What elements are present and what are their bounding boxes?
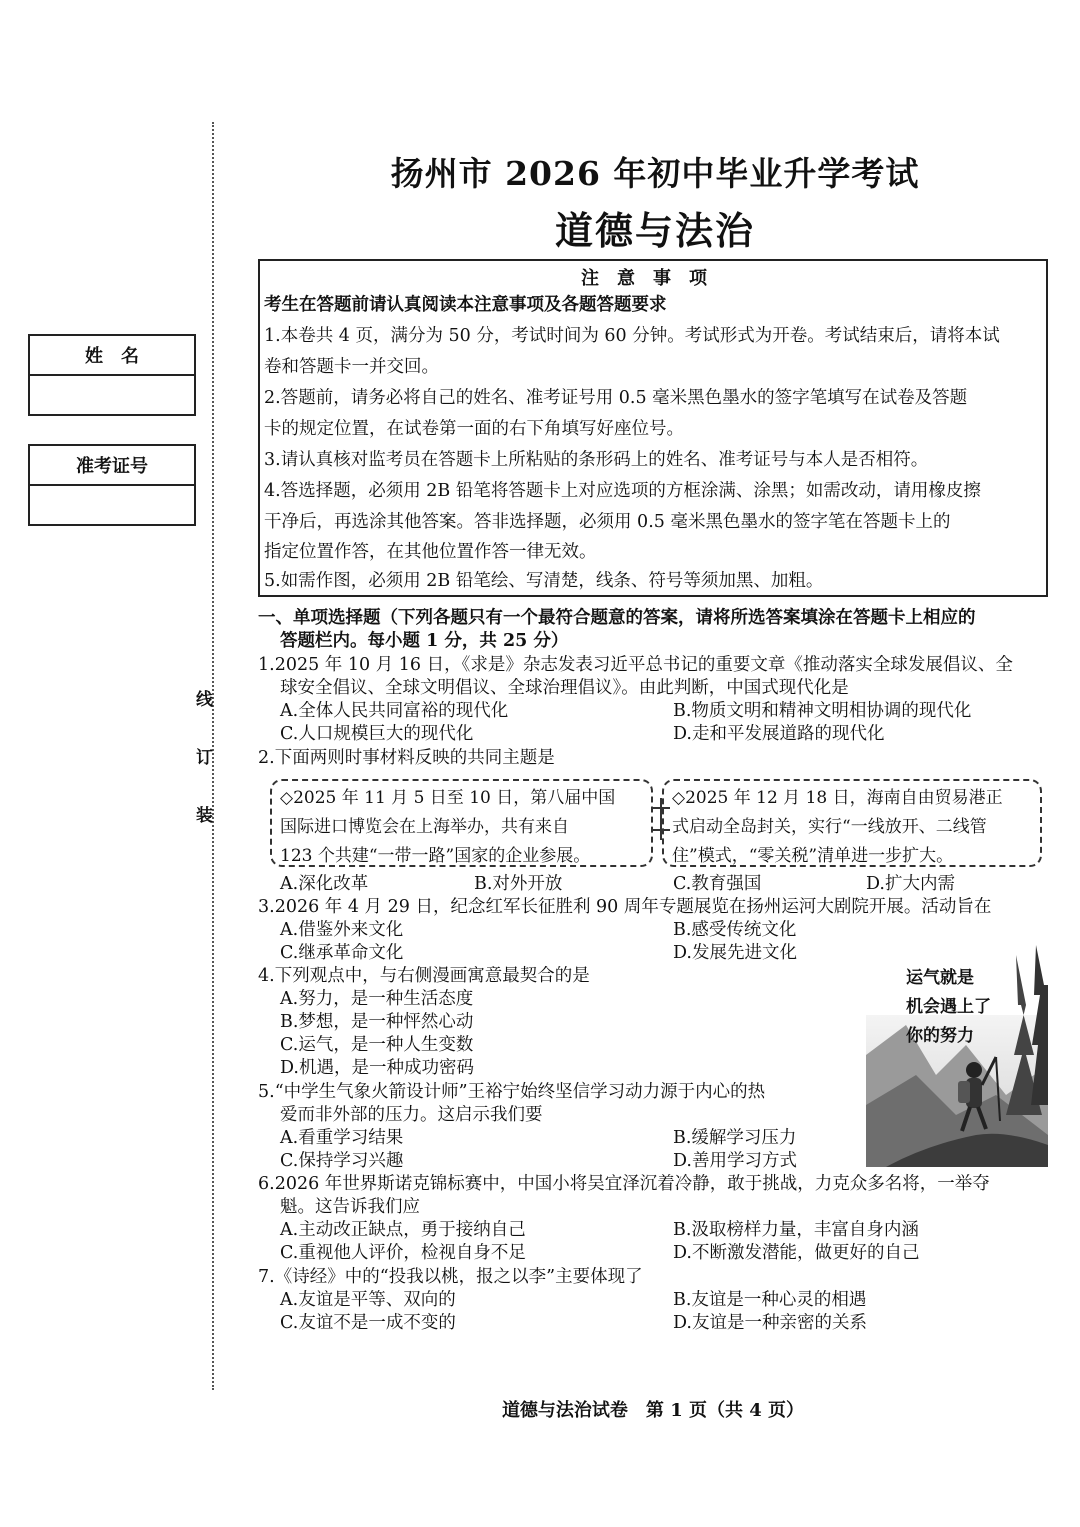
cartoon-caption-line: 运气就是	[906, 968, 974, 988]
question-4-stem: 4.下列观点中，与右侧漫画寓意最契合的是	[258, 966, 590, 986]
question-7-option-d[interactable]: D.友谊是一种亲密的关系	[673, 1313, 867, 1333]
subject-title: 道德与法治	[554, 208, 755, 253]
question-2-option-d[interactable]: D.扩大内需	[866, 874, 955, 894]
notice-line: 干净后，再选涂其他答案。答非选择题，必须用 0.5 毫米黑色墨水的签字笔在答题卡上的	[264, 512, 951, 532]
name-field[interactable]	[30, 376, 194, 414]
question-2-option-a[interactable]: A.深化改革	[280, 874, 369, 894]
material-left-line: 123 个共建“一带一路”国家的企业参展。	[280, 846, 591, 866]
question-6-stem-cont: 魁。这告诉我们应	[280, 1197, 420, 1217]
notice-line: 卷和答题卡一并交回。	[264, 357, 439, 377]
material-right-line: 式启动全岛封关，实行“一线放开、二线管	[672, 817, 987, 837]
exam-title: 扬州市 2026 年初中毕业升学考试	[390, 154, 920, 193]
question-4-option-c[interactable]: C.运气，是一种人生变数	[280, 1035, 474, 1055]
notice-line: 4.答选择题，必须用 2B 铅笔将答题卡上对应选项的方框涂满、涂黑；如需改动，请用橡皮擦	[264, 481, 981, 501]
notice-line: 卡的规定位置，在试卷第一面的右下角填写好座位号。	[264, 419, 684, 439]
question-7-option-c[interactable]: C.友谊不是一成不变的	[280, 1313, 456, 1333]
notice-intro: 考生在答题前请认真阅读本注意事项及各题答题要求	[264, 295, 667, 315]
question-1-option-a[interactable]: A.全体人民共同富裕的现代化	[280, 701, 509, 721]
question-5-option-c[interactable]: C.保持学习兴趣	[280, 1151, 404, 1171]
question-5-option-b[interactable]: B.缓解学习压力	[673, 1128, 797, 1148]
question-6-option-d[interactable]: D.不断激发潜能，做更好的自己	[673, 1243, 920, 1263]
material-box-left	[270, 779, 653, 867]
material-left-line: ◇2025 年 11 月 5 日至 10 日，第八届中国	[280, 788, 616, 808]
question-6-option-b[interactable]: B.汲取榜样力量，丰富自身内涵	[673, 1220, 919, 1240]
question-6-option-a[interactable]: A.主动改正缺点，勇于接纳自己	[280, 1220, 526, 1240]
notice-heading: 注意事项	[581, 268, 725, 289]
cartoon	[866, 945, 1048, 1167]
question-1-option-c[interactable]: C.人口规模巨大的现代化	[280, 724, 474, 744]
question-5-option-a[interactable]: A.看重学习结果	[280, 1128, 404, 1148]
exam-id-label: 准考证号	[30, 446, 194, 486]
question-6-option-c[interactable]: C.重视他人评价，检视自身不足	[280, 1243, 526, 1263]
notice-box	[258, 259, 1048, 597]
question-3-option-a[interactable]: A.借鉴外来文化	[280, 920, 404, 940]
question-1-stem: 1.2025 年 10 月 16 日，《求是》杂志发表习近平总书记的重要文章《推动落实全球发展倡议、全	[258, 655, 1013, 675]
notice-line: 2.答题前，请务必将自己的姓名、准考证号用 0.5 毫米黑色墨水的签字笔填写在试卷及答题	[264, 388, 968, 408]
notice-line: 3.请认真核对监考员在答题卡上所粘贴的条形码上的姓名、准考证号与本人是否相符。	[264, 450, 929, 470]
question-7-option-a[interactable]: A.友谊是平等、双向的	[280, 1290, 456, 1310]
question-7-stem: 7.《诗经》中的“投我以桃，报之以李”主要体现了	[258, 1267, 643, 1287]
section-heading: 一、单项选择题（下列各题只有一个最符合题意的答案，请将所选答案填涂在答题卡上相应的	[258, 608, 976, 628]
question-6-stem: 6.2026 年世界斯诺克锦标赛中，中国小将吴宜泽沉着冷静，敢于挑战，力克众多名将，一举夺	[258, 1174, 990, 1194]
question-4-option-d[interactable]: D.机遇，是一种成功密码	[280, 1058, 474, 1078]
question-5-option-d[interactable]: D.善用学习方式	[673, 1151, 797, 1171]
binding-char-ding: 订	[196, 748, 213, 768]
exam-id-field[interactable]	[30, 486, 194, 524]
section-heading-cont: 答题栏内。每小题 1 分，共 25 分）	[280, 631, 569, 651]
question-4-option-b[interactable]: B.梦想，是一种怦然心动	[280, 1012, 474, 1032]
question-2-option-c[interactable]: C.教育强国	[673, 874, 762, 894]
question-1-option-d[interactable]: D.走和平发展道路的现代化	[673, 724, 885, 744]
question-3-option-b[interactable]: B.感受传统文化	[673, 920, 797, 940]
material-left-line: 国际进口博览会在上海举办，共有来自	[280, 817, 569, 837]
question-3-stem: 3.2026 年 4 月 29 日，纪念红军长征胜利 90 周年专题展览在扬州运河大剧院开展。活动旨在	[258, 897, 992, 917]
notice-line: 1.本卷共 4 页，满分为 50 分，考试时间为 60 分钟。考试形式为开卷。考试结束后，请将本试	[264, 326, 1000, 346]
question-4-option-a[interactable]: A.努力，是一种生活态度	[280, 989, 474, 1009]
cartoon-caption-line: 你的努力	[906, 1026, 974, 1046]
binding-char-zhuang: 装	[196, 806, 213, 826]
name-label: 姓 名	[30, 336, 194, 376]
material-right-line: ◇2025 年 12 月 18 日，海南自由贸易港正	[672, 788, 1003, 808]
page-footer: 道德与法治试卷 第 1 页（共 4 页）	[501, 1400, 805, 1421]
question-2-option-b[interactable]: B.对外开放	[474, 874, 563, 894]
question-5-stem-cont: 爱而非外部的压力。这启示我们要	[280, 1105, 543, 1125]
material-box-right	[662, 779, 1042, 867]
question-5-stem: 5.“中学生气象火箭设计师”王裕宁始终坚信学习动力源于内心的热	[258, 1082, 766, 1102]
notice-line: 5.如需作图，必须用 2B 铅笔绘、写清楚，线条、符号等须加黑、加粗。	[264, 571, 824, 591]
material-right-line: 住”模式，“零关税”清单进一步扩大。	[672, 846, 954, 866]
cartoon-caption-line: 机会遇上了	[906, 997, 991, 1017]
question-2-stem: 2.下面两则时事材料反映的共同主题是	[258, 748, 555, 768]
question-1-stem-cont: 球安全倡议、全球文明倡议、全球治理倡议》。由此判断，中国式现代化是	[280, 678, 849, 698]
question-3-option-c[interactable]: C.继承革命文化	[280, 943, 404, 963]
binding-char-line: 线	[196, 690, 213, 710]
name-box	[28, 334, 196, 416]
question-1-option-b[interactable]: B.物质文明和精神文明相协调的现代化	[673, 701, 972, 721]
notice-line: 指定位置作答，在其他位置作答一律无效。	[264, 542, 597, 562]
exam-id-box	[28, 444, 196, 526]
question-3-option-d[interactable]: D.发展先进文化	[673, 943, 797, 963]
question-7-option-b[interactable]: B.友谊是一种心灵的相遇	[673, 1290, 867, 1310]
